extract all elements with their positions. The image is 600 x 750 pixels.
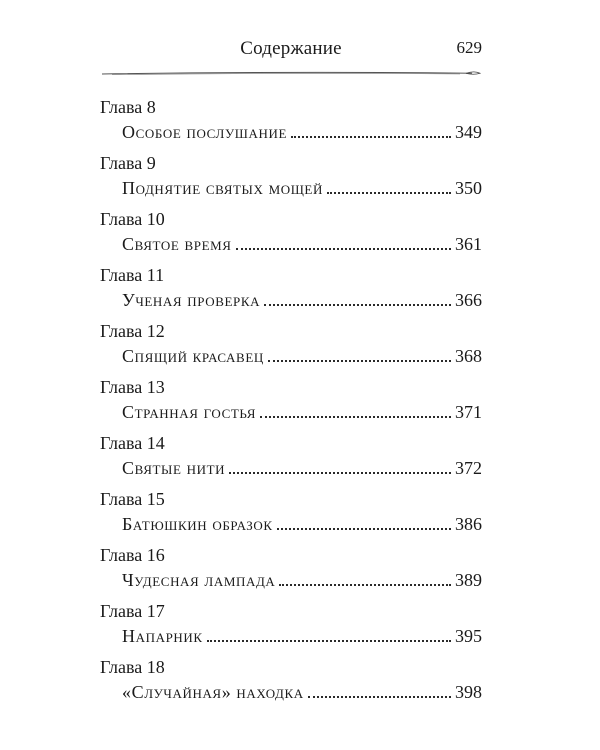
toc-title-row bbox=[122, 120, 482, 144]
chapter-title: Спящий красавец bbox=[122, 346, 264, 366]
chapter-page-number: 398 bbox=[455, 682, 482, 702]
chapter-page-number: 368 bbox=[455, 346, 482, 366]
toc-entry bbox=[100, 600, 482, 656]
toc-title-row bbox=[122, 456, 482, 480]
chapter-label: Глава 9 bbox=[100, 153, 156, 173]
running-head bbox=[100, 38, 482, 68]
toc-title-row bbox=[122, 288, 482, 312]
toc-entry bbox=[100, 96, 482, 152]
chapter-label: Глава 12 bbox=[100, 321, 165, 341]
chapter-label: Глава 17 bbox=[100, 601, 165, 621]
chapter-title: Особое послушание bbox=[122, 122, 287, 142]
toc-entry bbox=[100, 376, 482, 432]
toc-entry bbox=[100, 432, 482, 488]
toc-title-row bbox=[122, 568, 482, 592]
chapter-label: Глава 10 bbox=[100, 209, 165, 229]
toc-title-row bbox=[122, 624, 482, 648]
chapter-title: Святое время bbox=[122, 234, 232, 254]
chapter-label: Глава 16 bbox=[100, 545, 165, 565]
dot-leader bbox=[279, 578, 451, 586]
toc-title-row bbox=[122, 176, 482, 200]
chapter-label: Глава 8 bbox=[100, 97, 156, 117]
dot-leader bbox=[229, 466, 451, 474]
chapter-label: Глава 14 bbox=[100, 433, 165, 453]
toc-title-row bbox=[122, 512, 482, 536]
toc-entry bbox=[100, 320, 482, 376]
dot-leader bbox=[308, 690, 451, 698]
decorative-rule bbox=[100, 69, 482, 77]
chapter-page-number: 386 bbox=[455, 514, 482, 534]
toc-entry bbox=[100, 264, 482, 320]
chapter-label: Глава 13 bbox=[100, 377, 165, 397]
chapter-page-number: 372 bbox=[455, 458, 482, 478]
dot-leader bbox=[327, 186, 451, 194]
toc-title-row bbox=[122, 232, 482, 256]
toc-entry bbox=[100, 152, 482, 208]
chapter-page-number: 350 bbox=[455, 178, 482, 198]
toc-entry bbox=[100, 208, 482, 264]
toc-entry bbox=[100, 656, 482, 712]
chapter-title: Чудесная лампада bbox=[122, 570, 276, 590]
chapter-page-number: 349 bbox=[455, 122, 482, 142]
chapter-label: Глава 11 bbox=[100, 265, 165, 285]
dot-leader bbox=[291, 130, 451, 138]
dot-leader bbox=[207, 634, 451, 642]
chapter-title: Ученая проверка bbox=[122, 290, 261, 310]
dot-leader bbox=[268, 354, 451, 362]
chapter-title: «Случайная» находка bbox=[122, 682, 304, 702]
dot-leader bbox=[260, 410, 451, 418]
dot-leader bbox=[236, 242, 451, 250]
chapter-title: Батюшкин образок bbox=[122, 514, 273, 534]
toc-title-row bbox=[122, 400, 482, 424]
chapter-page-number: 361 bbox=[455, 234, 482, 254]
chapter-page-number: 371 bbox=[455, 402, 482, 422]
table-of-contents bbox=[100, 96, 482, 712]
chapter-title: Напарник bbox=[122, 626, 203, 646]
chapter-title: Святые нити bbox=[122, 458, 226, 478]
chapter-title: Поднятие святых мощей bbox=[122, 178, 323, 198]
chapter-page-number: 366 bbox=[455, 290, 482, 310]
chapter-page-number: 395 bbox=[455, 626, 482, 646]
page-title: Содержание bbox=[240, 38, 342, 59]
toc-title-row bbox=[122, 344, 482, 368]
dot-leader bbox=[277, 522, 451, 530]
dot-leader bbox=[264, 298, 451, 306]
chapter-label: Глава 15 bbox=[100, 489, 165, 509]
chapter-label: Глава 18 bbox=[100, 657, 165, 677]
toc-title-row bbox=[122, 680, 482, 704]
toc-entry bbox=[100, 544, 482, 600]
chapter-title: Странная гостья bbox=[122, 402, 257, 422]
chapter-page-number: 389 bbox=[455, 570, 482, 590]
page-number: 629 bbox=[456, 38, 482, 57]
toc-entry bbox=[100, 488, 482, 544]
